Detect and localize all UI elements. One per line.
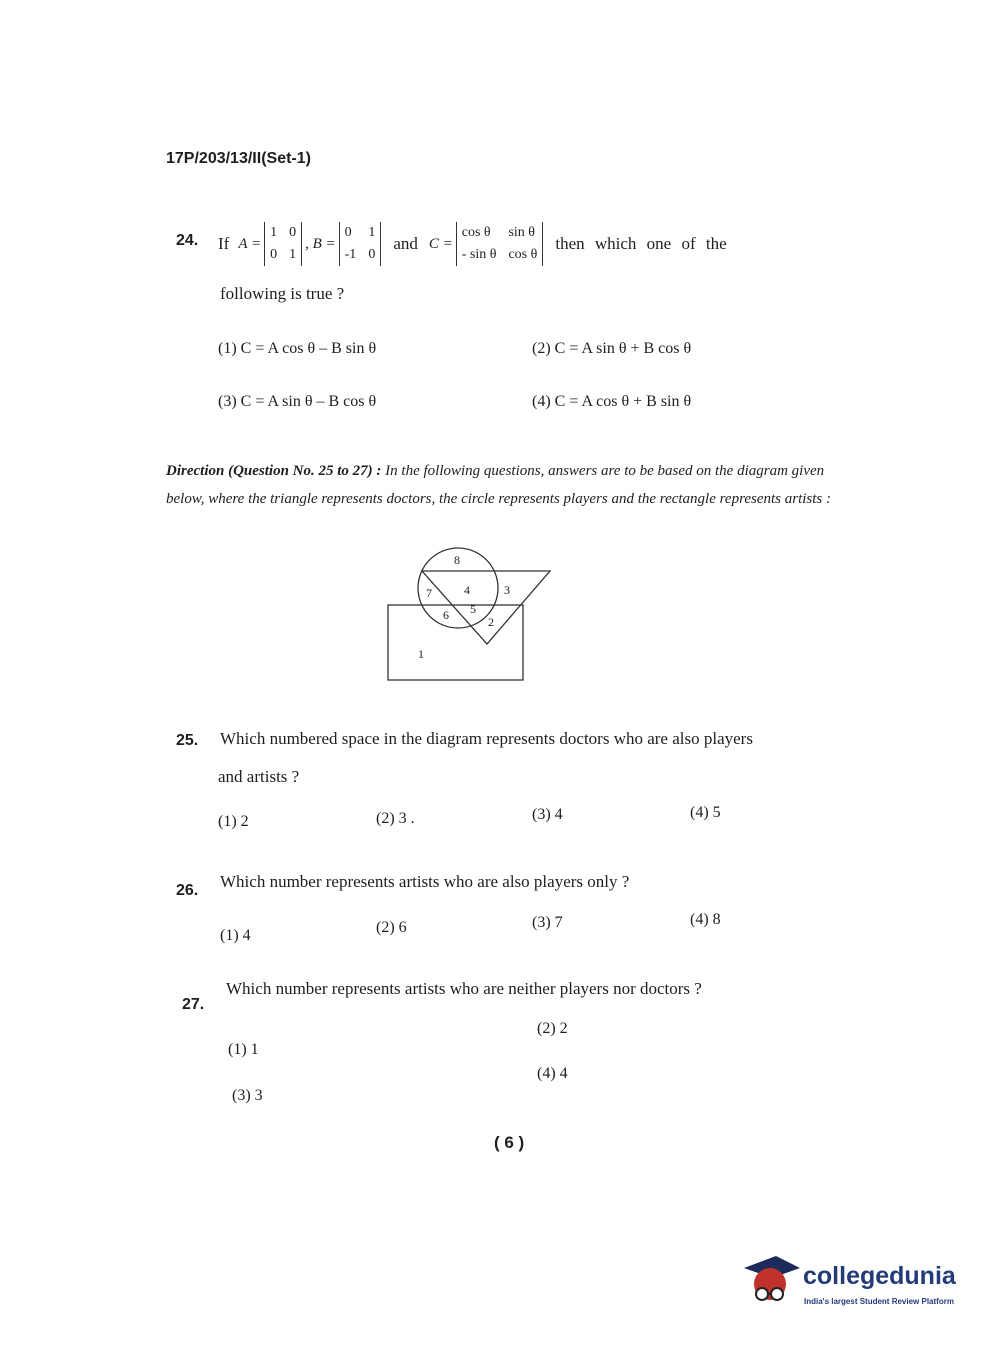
- matrix-b-cell: 1: [368, 225, 376, 240]
- question-25-line2: and artists ?: [218, 767, 300, 786]
- question-24-tail: then which one of the: [555, 234, 727, 253]
- question-27-option-2: (2) 2: [537, 1020, 568, 1037]
- matrix-a: [264, 222, 302, 266]
- artists-rectangle: [388, 605, 523, 680]
- matrix-c: [456, 222, 544, 266]
- matrix-c-cell: sin θ: [508, 225, 536, 240]
- direction-text: In the following questions, answers are to be based on the diagram given below, where the triangle represents doctors, the circle represents players and the rectangle represents artists :: [166, 463, 832, 507]
- venn-diagram: [384, 543, 559, 683]
- brand-tagline: India's largest Student Review Platform: [804, 1297, 954, 1306]
- region-label: 4: [464, 583, 470, 597]
- question-27-option-3: (3) 3: [232, 1087, 263, 1104]
- region-label: 6: [443, 608, 449, 622]
- matrix-c-cell: - sin θ: [461, 247, 497, 262]
- question-27-option-4: (4) 4: [537, 1065, 568, 1082]
- matrix-a-cell: 1: [270, 225, 278, 240]
- question-26-line1: Which number represents artists who are also players only ?: [220, 872, 630, 891]
- matrix-c-label: C =: [428, 235, 453, 252]
- and-text: and: [393, 234, 418, 253]
- question-26-number: 26.: [176, 882, 199, 899]
- region-label: 2: [488, 615, 494, 629]
- question-24-line2: following is true ?: [220, 284, 345, 303]
- matrix-b-cell: 0: [344, 225, 352, 240]
- question-25-option-1: (1) 2: [218, 813, 249, 830]
- question-26-option-2: (2) 6: [376, 919, 407, 936]
- matrix-a-label: A =: [238, 235, 262, 252]
- region-label: 8: [454, 553, 460, 567]
- question-24-number: 24.: [176, 232, 199, 249]
- question-27-option-1: (1) 1: [228, 1041, 259, 1058]
- matrix-b-cell: 0: [368, 247, 376, 262]
- question-25-number: 25.: [176, 732, 199, 749]
- matrix-a-cell: 0: [270, 247, 278, 262]
- matrix-b: [339, 222, 382, 266]
- brand-name: collegedunia: [803, 1262, 956, 1290]
- question-24-lead: If: [218, 234, 230, 253]
- question-25-line1: Which numbered space in the diagram represents doctors who are also players: [220, 729, 753, 748]
- matrix-b-label: , B =: [305, 235, 336, 252]
- question-24-option-4: (4) C = A cos θ + B sin θ: [532, 393, 692, 410]
- paper-code: 17P/203/13/II(Set-1): [166, 150, 311, 167]
- matrix-a-cell: 0: [289, 225, 297, 240]
- question-24-option-2: (2) C = A sin θ + B cos θ: [532, 340, 692, 357]
- question-27-number: 27.: [182, 996, 205, 1013]
- direction-label: Direction (Question No. 25 to 27) :: [166, 463, 382, 479]
- collegedunia-logo-icon: [742, 1250, 802, 1310]
- region-label: 3: [504, 583, 510, 597]
- question-25-option-3: (3) 4: [532, 806, 563, 823]
- question-25-option-2: (2) 3 .: [376, 810, 415, 827]
- question-26-option-3: (3) 7: [532, 914, 563, 931]
- matrix-a-cell: 1: [289, 247, 297, 262]
- question-27-line1: Which number represents artists who are neither players nor doctors ?: [226, 979, 702, 998]
- matrix-c-cell: cos θ: [461, 225, 491, 240]
- matrix-b-cell: -1: [344, 247, 357, 262]
- question-25-option-4: (4) 5: [690, 804, 721, 821]
- direction-paragraph: [166, 457, 836, 513]
- region-label: 7: [426, 586, 432, 600]
- region-label: 1: [418, 647, 424, 661]
- doctors-triangle: [422, 571, 550, 644]
- region-label: 5: [470, 602, 476, 616]
- question-26-option-4: (4) 8: [690, 911, 721, 928]
- question-24-option-3: (3) C = A sin θ – B cos θ: [218, 393, 377, 410]
- page-number: ( 6 ): [494, 1133, 525, 1152]
- matrix-c-cell: cos θ: [508, 247, 538, 262]
- question-24-statement: [218, 216, 727, 272]
- question-26-option-1: (1) 4: [220, 927, 251, 944]
- question-24-option-1: (1) C = A cos θ – B sin θ: [218, 340, 377, 357]
